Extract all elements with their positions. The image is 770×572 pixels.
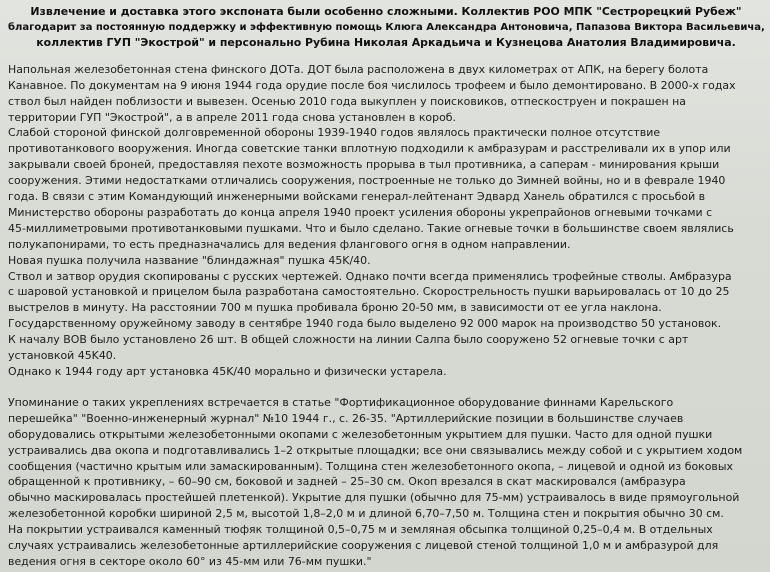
text-line: железобетонной коробки шириной 2,5 м, высотой 1,8–2,0 м и длиной 6,70–7,50 м. Толщина стен и покрытия обычно 30 см. <box>8 507 724 521</box>
text-line: сооружения. Этими недостатками отличались сооружения, построенные не только до Зимней войны, но и в феврале 1940 <box>8 174 726 188</box>
text-line: Канавное. По документам на 9 июня 1944 года орудие после боя числилось трофеем и было демонтировано. В 2000-х годах <box>8 78 736 92</box>
header-line: благодарит за постоянную поддержку и эффективную помощь Клюга Александра Антоновича, Папазова Виктора Васильевича, <box>8 21 765 33</box>
header-line: Извлечение и доставка этого экспоната были особенно сложными. Коллектив РОО МПК "Сестрорецкий Рубеж" <box>30 5 742 18</box>
text-line: На покрытии устраивался каменный тюфяк толщиной 0,5–0,75 м и земляная обсыпка толщиной 0,25–0,4 м. В отдельных <box>8 523 713 537</box>
text-line: Ствол и затвор орудия скопированы с русских чертежей. Однако почти всегда применялись трофейные стволы. Амбразура <box>8 269 732 283</box>
text-line: Упоминание о таких укреплениях встречается в статье "Фортификационное оборудование финнами Карельского <box>8 395 674 409</box>
quotation-section <box>8 395 764 570</box>
text-line: с шаровой установкой и прицелом была разработана самостоятельно. Скорострельность пушки варьировалась от 10 до 25 <box>8 285 730 299</box>
text-line: Слабой стороной финской долговременной обороны 1939-1940 годов являлось практически полное отсутствие <box>8 126 661 140</box>
text-line: года. В связи с этим Командующий инженерными войсками генерал-лейтенант Эдвард Ханель обратился с просьбой в <box>8 190 706 204</box>
text-line: сообщения (частично крытым или замаскированным). Толщина стен железобетонного окопа, – лицевой и одной из боковых <box>8 459 733 473</box>
text-line: Министерство обороны разработать до конца апреля 1940 проект усиления обороны укрепрайонов огневыми точками с <box>8 205 713 219</box>
text-line: территории ГУП "Экострой", а в апреле 2011 года снова установлен в короб. <box>8 110 456 124</box>
acknowledgement-header <box>8 4 764 51</box>
text-line: устраивались два окопа и подготавливались 1–2 открытые площадки; все они связывались между собой и с укрытием ходом <box>8 443 743 457</box>
text-line: перешейка" "Военно-инженерный журнал" №10 1944 г., с. 26-35. "Артиллерийские позиции в большинстве случаев <box>8 411 684 425</box>
text-line: обращенной к противнику, – 60–90 см, боковой и задней – 25–30 см. Окоп врезался в скат маскировался (амбразура <box>8 475 686 489</box>
history-section <box>8 62 764 380</box>
text-line: полукапонирами, то есть предназначались для ведения флангового огня в одном направлении. <box>8 237 571 251</box>
text-line: К началу ВОВ было установлено 26 шт. В общей сложности на линии Салпа было сооружено 52 огневые точки с арт <box>8 333 689 347</box>
text-line: Однако к 1944 году арт установка 45K/40 морально и физически устарела. <box>8 365 447 378</box>
text-line: противотанкового вооружения. Иногда советские танки вплотную подходили к амбразурам и расстреливали их в упор или <box>8 142 731 156</box>
text-line: выстрелов в минуту. На расстоянии 700 м пушка пробивала броню 20-50 мм, в зависимости от ее угла наклона. <box>8 301 662 315</box>
text-line: Государственному оружейному заводу в сентябре 1940 года было выделено 92 000 марок на производство 50 установок. <box>8 317 722 331</box>
text-line: случаях устраивались железобетонные артиллерийские сооружения с лицевой стеной толщиной 1,0 м и амбразурой для <box>8 539 719 553</box>
text-line: Новая пушка получила название "блиндажная" пушка 45K/40. <box>8 253 371 267</box>
text-line: ведения огня в секторе около 60° из 45-мм или 76-мм пушки." <box>8 554 372 568</box>
text-line: ствол был найден поблизости и вывезен. Осенью 2010 года выкуплен у поисковиков, отпескоструен и покрашен на <box>8 94 686 108</box>
text-line: обычно маскировалась простейшей плетенкой). Укрытие для пушки (обычно для 75-мм) устраивалось в виде прямоугольной <box>8 491 740 505</box>
text-line: Напольная железобетонная стена финского ДОТа. ДОТ была расположена в двух километрах от АПК, на берегу болота <box>8 62 709 76</box>
text-line: оборудовались открытыми железобетонными окопами с железобетонным укрытием для пушки. Часто для одной пушки <box>8 427 713 441</box>
text-line: закрывали своей броней, предоставляя пехоте возможность прорыва в тыл противника, а саперам - минирования крыши <box>8 158 720 172</box>
text-line: 45-миллиметровыми противотанковыми пушками. Что и было сделано. Такие огневые точки в большинстве своем являлись <box>8 221 734 235</box>
header-line: коллектив ГУП "Экострой" и персонально Рубина Николая Аркадьича и Кузнецова Анатолия Владимировича. <box>36 36 736 50</box>
text-line: установкой 45K40. <box>8 349 117 363</box>
